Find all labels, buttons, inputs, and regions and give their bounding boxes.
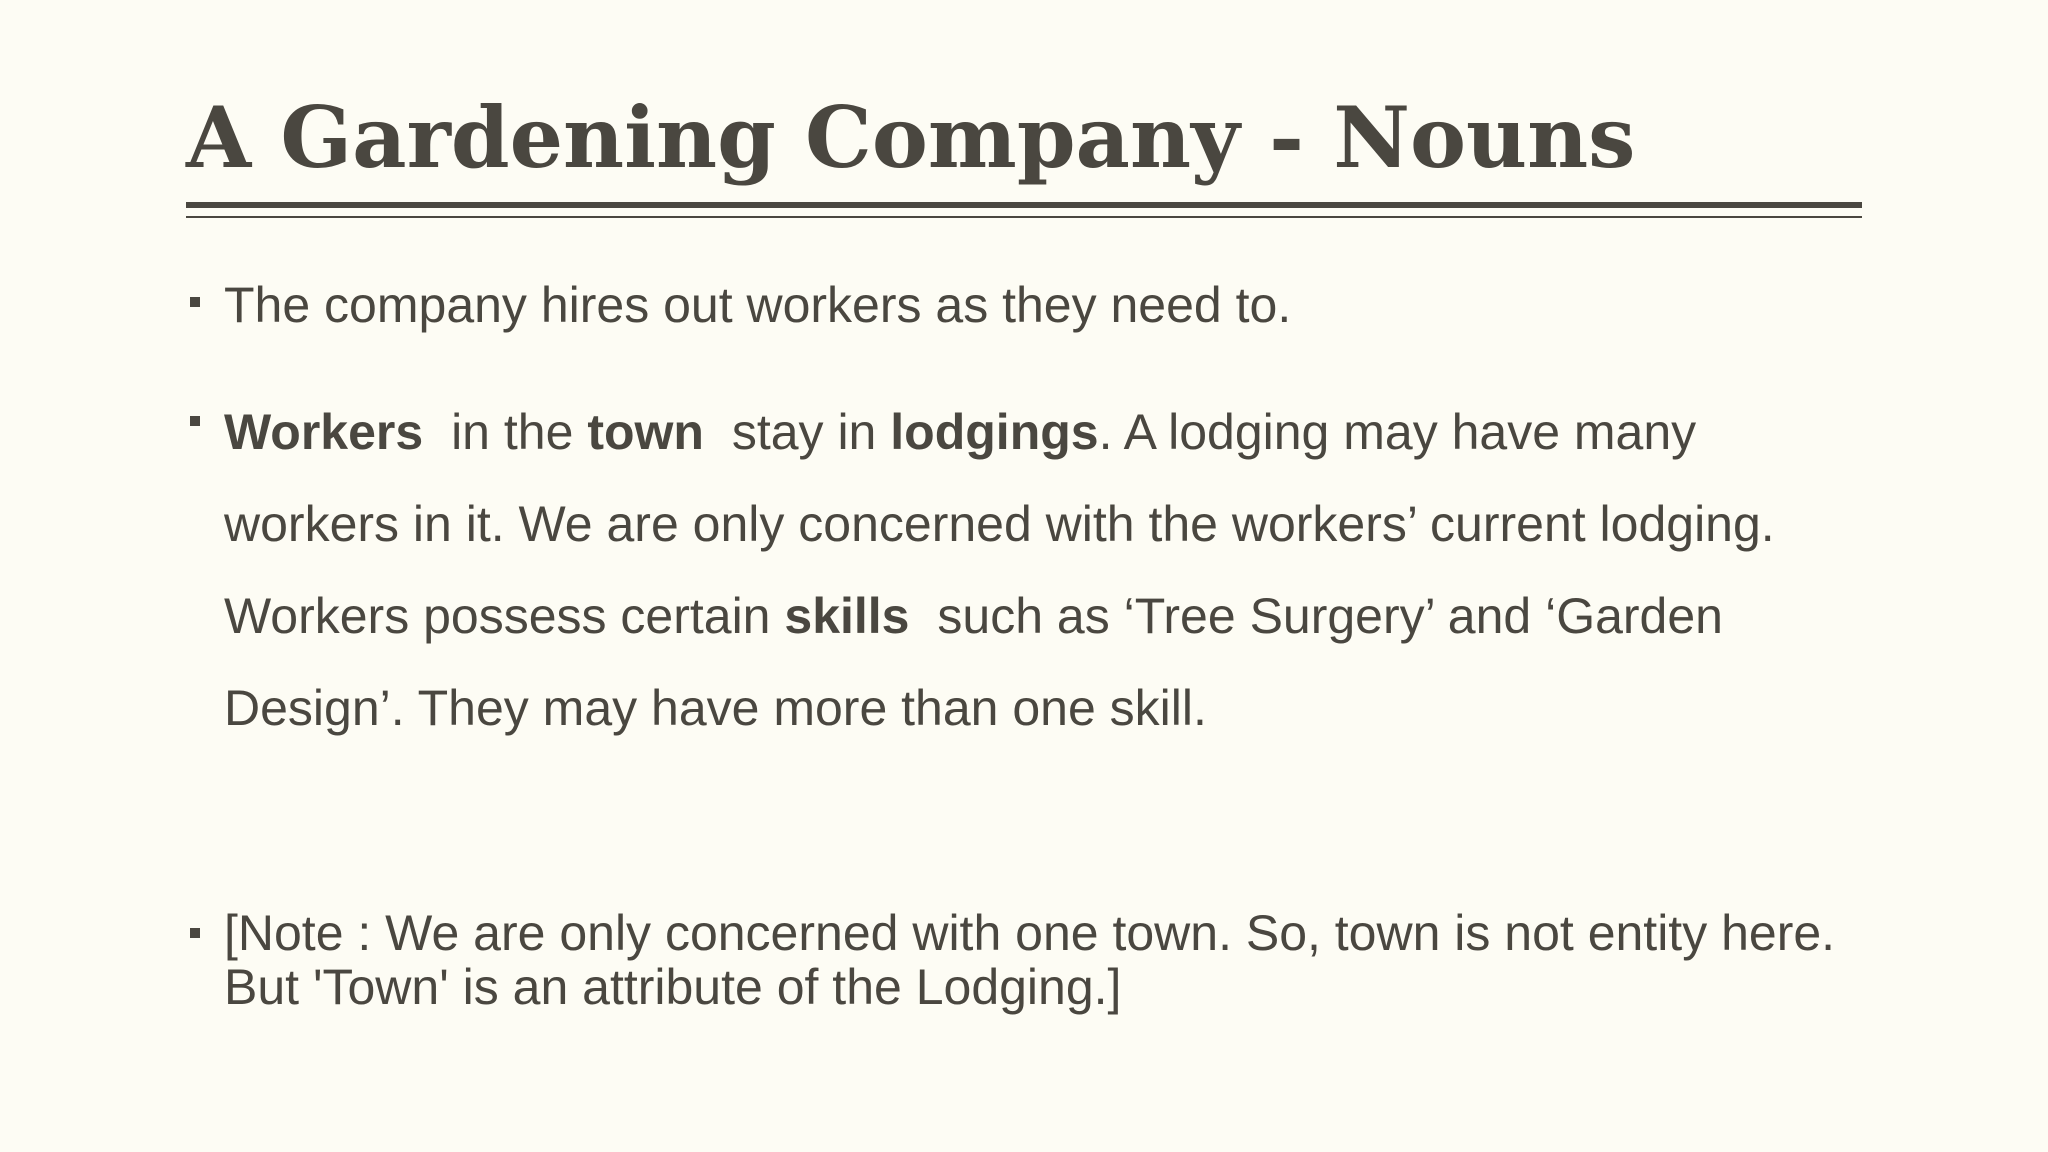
text-span: in the — [451, 404, 574, 460]
keyword-lodgings: lodgings — [890, 404, 1099, 460]
text-span: such as ‘Tree Surgery’ and ‘Garden Design’. They may have more than one skill. — [224, 588, 1723, 736]
bullet-marker — [190, 416, 200, 426]
keyword-skills: skills — [784, 588, 910, 644]
keyword-workers: Workers — [224, 404, 424, 460]
bullet-text-1: The company hires out workers as they need to. — [224, 277, 1292, 333]
bullet-marker — [190, 928, 200, 938]
slide-title: A Gardening Company - Nouns — [186, 88, 1636, 187]
text-span: stay in — [731, 404, 877, 460]
bullet-text-2 — [224, 386, 1864, 754]
bullet-text-3: [Note : We are only concerned with one town. So, town is not entity here. But 'Town' is an attribute of the Lodging.] — [224, 905, 1836, 1015]
keyword-town: town — [587, 404, 704, 460]
bullet-marker — [190, 297, 200, 307]
title-underline-thick — [186, 202, 1862, 208]
title-underline-thin — [186, 216, 1862, 218]
text-span: . A lodging may have many workers in it. We are only concerned with the workers’ current lodging. Workers possess certain — [224, 404, 1775, 644]
